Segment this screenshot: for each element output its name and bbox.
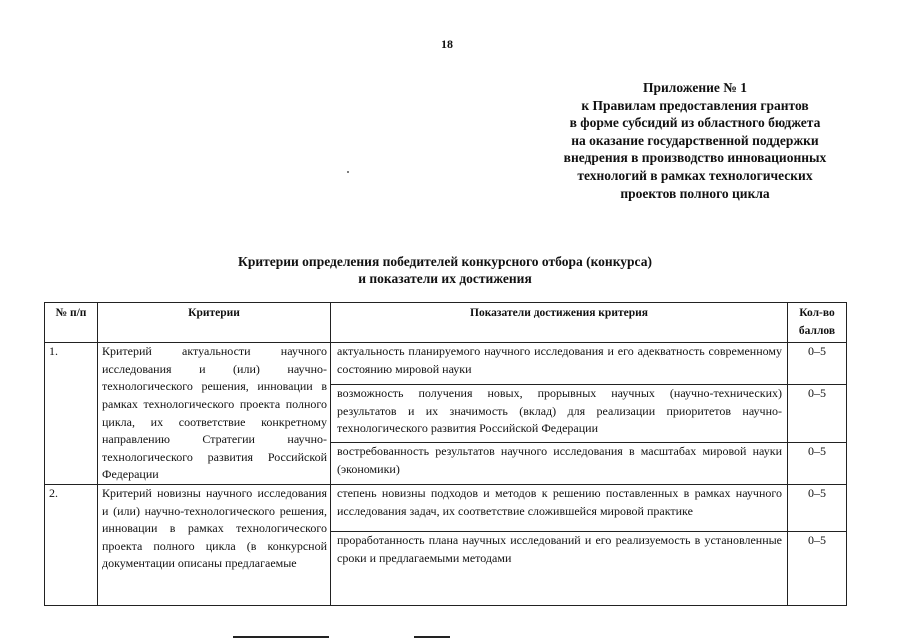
points-cell: 0–5 [788, 343, 847, 385]
table-header-row [45, 303, 847, 343]
criteria-table [44, 302, 847, 606]
points-cell: 0–5 [788, 484, 847, 531]
appendix-line: к Правилам предоставления грантов [581, 97, 809, 113]
indicator-cell: проработанность плана научных исследований и его реализуемость в установленные сроки и предлагаемыми методами [331, 531, 788, 605]
footer-rule [233, 636, 329, 638]
title-line-1: Критерии определения победителей конкурсного отбора (конкурса) [238, 254, 652, 269]
row-number: 1. [45, 343, 98, 485]
scan-speck [347, 171, 349, 173]
appendix-line: проектов полного цикла [620, 185, 770, 201]
points-cell: 0–5 [788, 385, 847, 443]
header-points: Кол-во баллов [788, 303, 847, 343]
indicator-cell: актуальность планируемого научного исследования и его адекватность современному состоянию мировой науки [331, 343, 788, 385]
criterion-cell: Критерий актуальности научного исследования и (или) научно-технологического решения, инновации в рамках технологического проекта полного цикла, их соответствие конкретному направлению Стратегии научно-технологического развития Российской Федерации [98, 343, 331, 485]
points-cell: 0–5 [788, 442, 847, 484]
appendix-line: Приложение № 1 [643, 80, 747, 95]
page-number: 18 [441, 37, 453, 51]
table-row [45, 484, 847, 531]
appendix-line: в форме субсидий из областного бюджета [569, 115, 821, 131]
appendix-line: на оказание государственной поддержки [571, 132, 819, 148]
header-num: № п/п [45, 303, 98, 343]
title-line-2: и показатели их достижения [358, 271, 532, 286]
appendix-line: внедрения в производство инновационных [563, 150, 827, 166]
indicator-cell: востребованность результатов научного исследования в масштабах мировой науки (экономики) [331, 442, 788, 484]
appendix-line: технологий в рамках технологических [577, 167, 813, 183]
document-title [180, 253, 710, 287]
footer-rule [414, 636, 450, 638]
header-criteria: Критерии [98, 303, 331, 343]
header-indicators: Показатели достижения критерия [331, 303, 788, 343]
appendix-header [530, 79, 860, 202]
row-number: 2. [45, 484, 98, 605]
indicator-cell: возможность получения новых, прорывных научных (научно-технических) результатов и их значимость (вклад) для реализации приоритетов научно-технологического развития Российской Федерации [331, 385, 788, 443]
table-row [45, 343, 847, 385]
indicator-cell: степень новизны подходов и методов к решению поставленных в рамках научного исследования задач, их соответствие сложившейся мировой практике [331, 484, 788, 531]
criterion-cell: Критерий новизны научного исследования и (или) научно-технологического решения, инновации в рамках технологического проекта полного цикла (в конкурсной документации описаны предлагаемые [98, 484, 331, 605]
points-cell: 0–5 [788, 531, 847, 605]
